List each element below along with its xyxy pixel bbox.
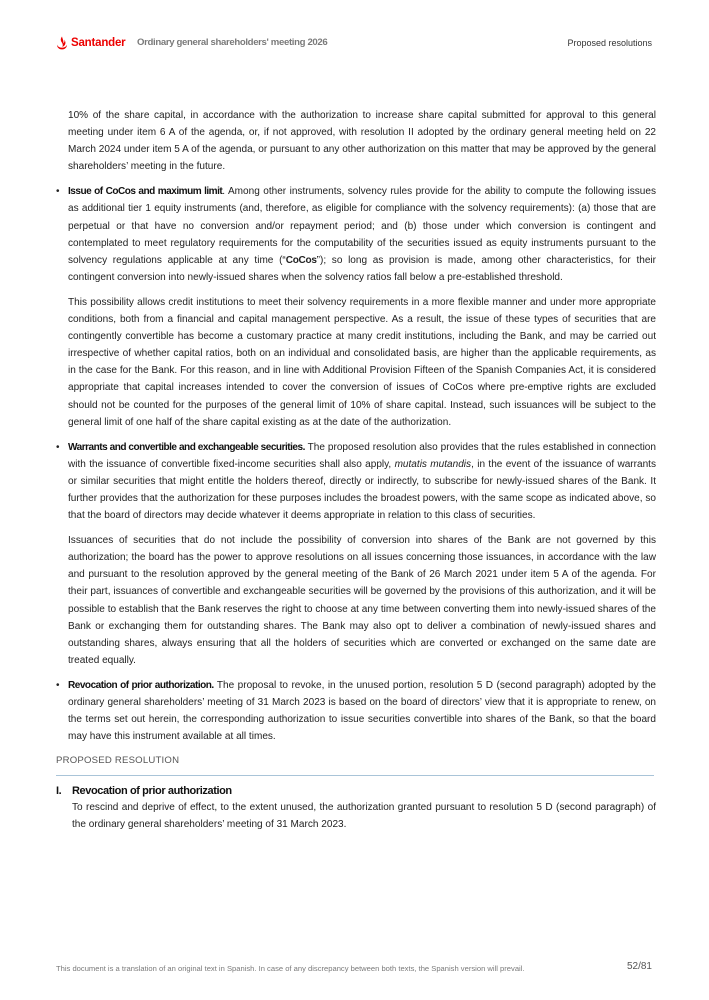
bullet-dot: • (56, 679, 60, 691)
intro-paragraph: 10% of the share capital, in accordance with the authorization to increase share capital submitted for approval to this general meeting under item 6 A of the agenda, or, if not approved, with resolution II adopted by the ordinary general meeting held on 22 March 2024 under item 5 A of the agenda, or pursuant to any other authorization on this matter that may be approved by the general shareholders’ meeting in the future. (68, 110, 656, 173)
bullet-text: The proposal to revoke, in the unused portion, resolution 5 D (second paragraph) adopted by the ordinary general shareholders’ meeting of 31 March 2023 is based on the board of directors’ view that it is appropriate to renew, on the terms set out herein, the corresponding authorization to issue securities convertible into shares of the Bank, so that the board may have this instrument available at all times. (68, 679, 656, 743)
bullet-revocation (56, 677, 656, 745)
bullet-cocos (56, 183, 656, 286)
document-title: Ordinary general shareholders' meeting 2026 (137, 37, 328, 48)
resolution-number: I. (56, 785, 62, 798)
resolution-title: Revocation of prior authorization (72, 785, 232, 798)
proposed-resolution-label: PROPOSED RESOLUTION (56, 755, 180, 767)
resolution-heading (56, 784, 656, 799)
brand-name: Santander (71, 37, 126, 49)
warrants-paragraph-2: Issuances of securities that do not include the possibility of conversion into shares of the Bank are not governed by this authorization; the board has the power to approve resolutions on all issues concerning those issuances, in accordance with the law and pursuant to the resolution approved by the general meeting of the Bank of 26 March 2021 under item 5 A of the agenda. For their part, issuances of convertible and exchangeable securities will be governed by the provisions of this authorization, and it will be possible to establish that the Bank reserves the right to choose at any time between converting them into newly-issued shares of the Bank or exchanging them for outstanding shares. The Bank may also opt to deliver a combination of newly-issued shares and outstanding shares, always ensuring that all the holders of securities which are converted or exchanged on the same date are treated equally. (68, 535, 656, 666)
bullet-text: The proposed resolution also provides that the rules established in connection with the issuance of convertible fixed-income securities shall also apply, (68, 441, 656, 470)
main-content (56, 107, 656, 834)
bullet-text: . Among other instruments, solvency rules provide for the ability to compute the following issues as additional tier 1 equity instruments (and, therefore, as eligible for compliance with the solvency requirements): (a) those that are perpetual or that have no conversion and/or repayment period; and (b) those under which conversion is contingent and contemplated to meet regulatory requirements for the computability of the securities issued as equity instruments pursuant to the solvency regulations applicable at any time (“ (68, 186, 657, 266)
cocos-paragraph-2: This possibility allows credit institutions to meet their solvency requirements in a more flexible manner and under more appropriate conditions, both from a financial and capital management perspective. As a result, the issue of these types of securities that are contingently convertible has become a customary practice at many credit institutions, including the Bank, and may be carried out irrespective of whether capital ratios, both on an individual and consolidated basis, are higher than the applicable requirements, as in the case for the Bank. For this reason, and in line with Additional Provision Fifteen of the Spanish Companies Act, it is considered appropriate that capital increases intended to cover the conversion of issues of CoCos where pre-emptive rights are excluded should not be counted for the purposes of the general limit of 10% of share capital. Instead, such issuances will be subject to the general limit of one half of the share capital existing as at the date of the authorization. (68, 296, 656, 428)
bullet-dot: • (56, 186, 60, 198)
bullet-title-revocation: Revocation of prior authorization. (68, 679, 214, 691)
bullet-warrants (56, 439, 656, 524)
bullet-text: , in the event of the issuance of warrants or similar securities that might entitle the holders thereof, directly or indirectly, to subscribe for newly-issued shares of the Bank. It further provides that the authorization for these purposes includes the broadest powers, with the same scope as indicated above, so that the board of directors may decide whatever it deems appropriate in relation to this class of securities. (68, 458, 656, 522)
page-number: 52/81 (626, 961, 652, 972)
bullet-title-cocos: Issue of CoCos and maximum limit (68, 186, 223, 198)
santander-logo (56, 36, 125, 50)
flame-icon (56, 36, 68, 50)
section-title: Proposed resolutions (567, 38, 652, 48)
italic-term: mutatis mutandis (394, 458, 472, 470)
bullet-title-warrants: Warrants and convertible and exchangeable securities. (68, 441, 305, 453)
footer-disclaimer: This document is a translation of an original text in Spanish. In case of any discrepancy between both texts, the Spanish version will prevail. (56, 964, 525, 973)
cocos-term: CoCos (285, 254, 317, 266)
page-header (0, 0, 709, 60)
resolution-body: To rescind and deprive of effect, to the extent unused, the authorization granted pursuant to resolution 5 D (second paragraph) of the ordinary general shareholders’ meeting of 31 March 2023. (72, 802, 656, 831)
bullet-dot: • (56, 441, 60, 453)
bullet-text: ”); so long as provision is made, among other characteristics, for their contingent conversion into newly-issued shares when the solvency ratios fall below a pre-established threshold. (68, 254, 656, 283)
section-divider (56, 775, 654, 776)
